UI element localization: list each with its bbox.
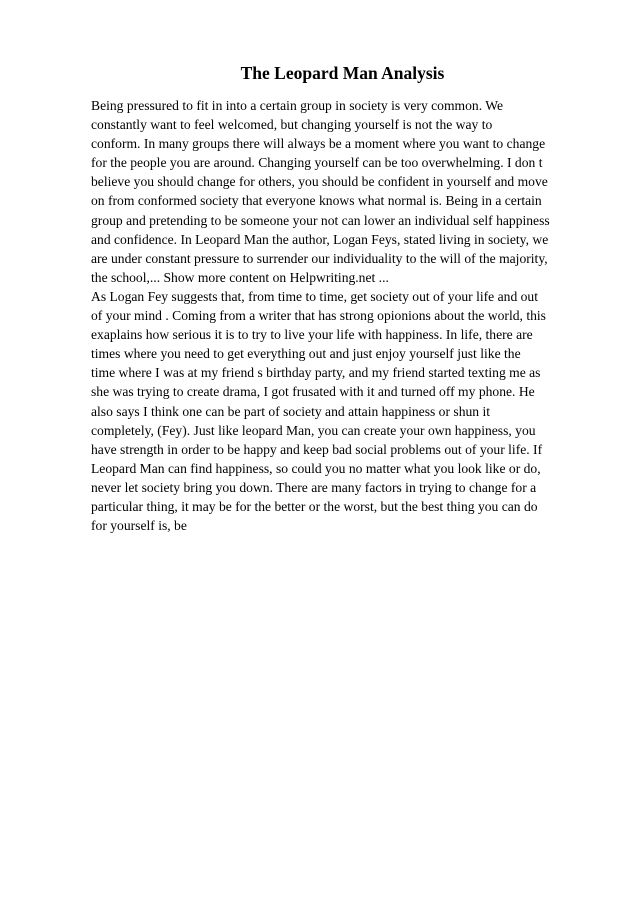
body-line: time where I was at my friend s birthday party, and my friend started texting me as xyxy=(91,365,541,381)
body-line: constantly want to feel welcomed, but changing yourself is not the way to xyxy=(91,117,493,133)
body-line: never let society bring you down. There are many factors in trying to change for a xyxy=(91,479,537,495)
body-line: have strength in order to be happy and keep bad social problems out of your life. If xyxy=(91,441,543,457)
document-title: The Leopard Man Analysis xyxy=(240,63,445,83)
body-line: As Logan Fey suggests that, from time to time, get society out of your life and out xyxy=(91,288,539,304)
body-line: and confidence. In Leopard Man the author, Logan Feys, stated living in society, we xyxy=(91,231,549,247)
body-line: the school,... Show more content on Helpwriting.net ... xyxy=(91,269,389,285)
body-line: of your mind . Coming from a writer that has strong opionions about the world, this xyxy=(91,308,546,324)
body-line: believe you should change for others, you should be confident in yourself and move xyxy=(91,174,548,190)
body-line: completely, (Fey). Just like leopard Man, you can create your own happiness, you xyxy=(91,422,536,438)
body-line: times where you need to get everything out and just enjoy yourself just like the xyxy=(91,346,521,362)
body-line: exaplains how serious it is to try to live your life with happiness. In life, there are xyxy=(91,327,533,343)
body-line: on from conformed society that everyone knows what normal is. Being in a certain xyxy=(91,193,542,209)
document-body xyxy=(91,96,591,535)
body-line: particular thing, it may be for the better or the worst, but the best thing you can do xyxy=(91,498,538,514)
body-line: for the people you are around. Changing yourself can be too overwhelming. I don t xyxy=(91,155,543,171)
body-line: also says I think one can be part of society and attain happiness or shun it xyxy=(91,403,491,419)
body-line: Leopard Man can find happiness, so could you no matter what you look like or do, xyxy=(91,460,541,476)
body-line: group and pretending to be someone your not can lower an individual self happiness xyxy=(91,212,550,228)
body-line: Being pressured to fit in into a certain group in society is very common. We xyxy=(91,98,504,113)
body-line: are under constant pressure to surrender our individuality to the will of the majority, xyxy=(91,250,548,266)
body-line: she was trying to create drama, I got frusated with it and turned off my phone. He xyxy=(91,384,535,400)
body-line: for yourself is, be xyxy=(91,518,187,534)
body-line: conform. In many groups there will always be a moment where you want to change xyxy=(91,136,546,152)
